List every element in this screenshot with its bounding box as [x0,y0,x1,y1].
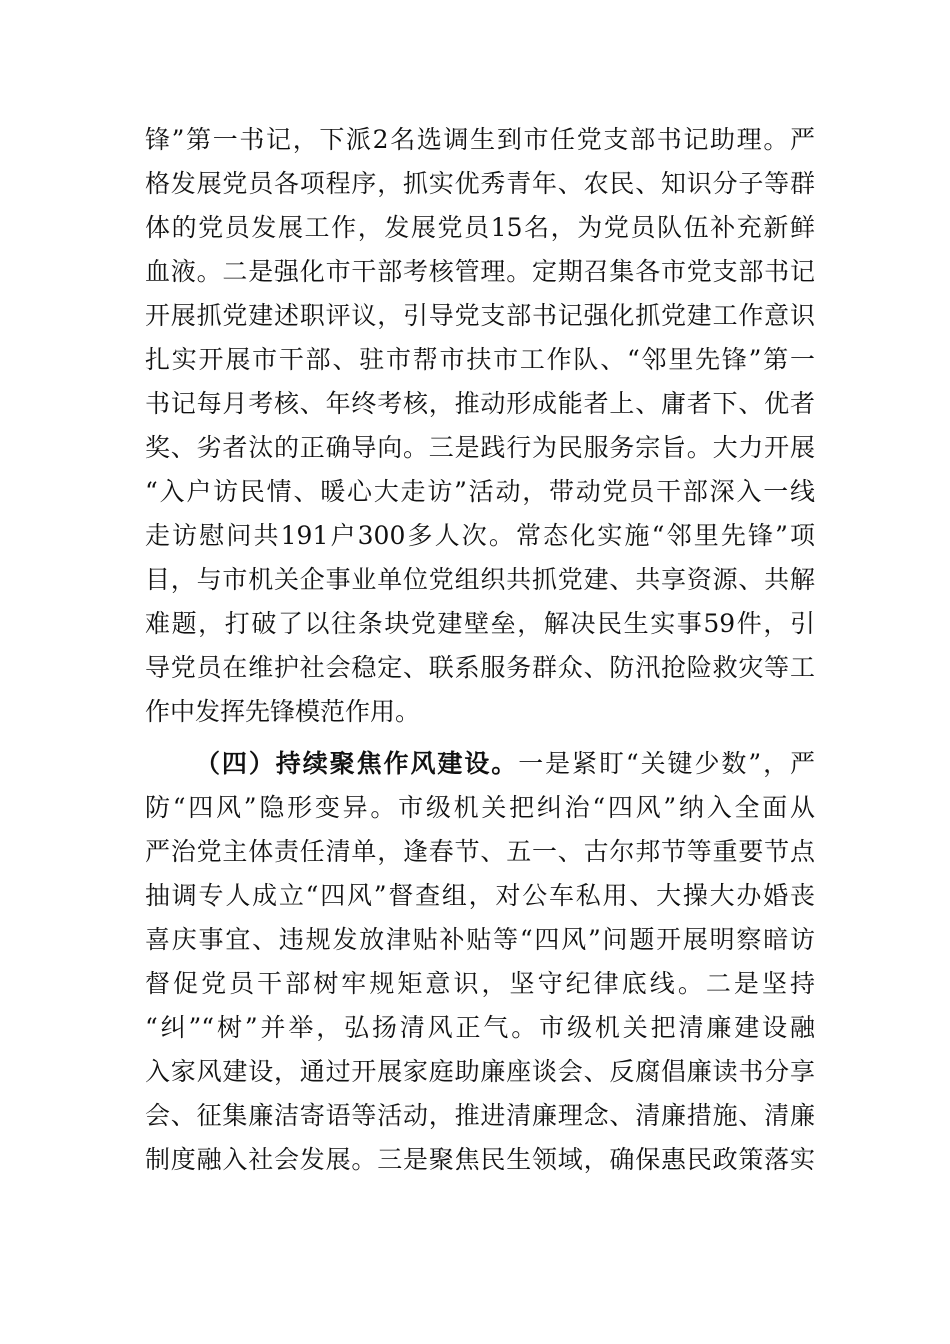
section-4-heading: （四）持续聚焦作风建设。 [195,749,519,778]
paragraph-line: 格发展党员各项程序，抓实优秀青年、农民、知识分子等群 [145,169,815,198]
paragraph-line: 喜庆事宜、违规发放津贴补贴等“四风”问题开展明察暗访 [145,925,815,954]
paragraph-line: 书记每月考核、年终考核，推动形成能者上、庸者下、优者 [145,389,815,418]
paragraph-line: 督促党员干部树牢规矩意识，坚守纪律底线。二是坚持 [145,969,815,998]
paragraph-line: 严治党主体责任清单，逢春节、五一、古尔邦节等重要节点 [145,837,815,866]
paragraph-line: 会、征集廉洁寄语等活动，推进清廉理念、清廉措施、清廉 [145,1101,815,1130]
paragraph-line: 锋”第一书记，下派2名选调生到市任党支部书记助理。严 [145,125,815,154]
paragraph-line: 作中发挥先锋模范作用。 [145,697,421,726]
section-4-first-line-text: 一是紧盯“关键少数”，严 [518,749,815,778]
paragraph-line: 扎实开展市干部、驻市帮市扶市工作队、“邻里先锋”第一 [145,345,815,374]
paragraph-line: “纠”“树”并举，弘扬清风正气。市级机关把清廉建设融 [145,1013,815,1042]
paragraph-line: 目，与市机关企事业单位党组织共抓党建、共享资源、共解 [145,565,815,594]
paragraph-line: 入家风建设，通过开展家庭助廉座谈会、反腐倡廉读书分享 [145,1057,815,1086]
paragraph-line: 奖、劣者汰的正确导向。三是践行为民服务宗旨。大力开展 [145,433,815,462]
paragraph-line: 走访慰问共191户300多人次。常态化实施“邻里先锋”项 [145,521,815,550]
paragraph-line: 制度融入社会发展。三是聚焦民生领域，确保惠民政策落实 [145,1145,815,1174]
paragraph-line: 导党员在维护社会稳定、联系服务群众、防汛抢险救灾等工 [145,653,815,682]
paragraph-line: 开展抓党建述职评议，引导党支部书记强化抓党建工作意识 [145,301,815,330]
paragraph-line: 体的党员发展工作，发展党员15名，为党员队伍补充新鲜 [145,213,815,242]
paragraph-line: “入户访民情、暖心大走访”活动，带动党员干部深入一线 [145,477,815,506]
paragraph-line: 血液。二是强化市干部考核管理。定期召集各市党支部书记 [145,257,815,286]
paragraph-line: 防“四风”隐形变异。市级机关把纠治“四风”纳入全面从 [145,793,815,822]
paragraph-line: 难题，打破了以往条块党建壁垒，解决民生实事59件，引 [145,609,815,638]
paragraph-line: 抽调专人成立“四风”督查组，对公车私用、大操大办婚丧 [145,881,815,910]
section-4-first-line [195,742,815,786]
